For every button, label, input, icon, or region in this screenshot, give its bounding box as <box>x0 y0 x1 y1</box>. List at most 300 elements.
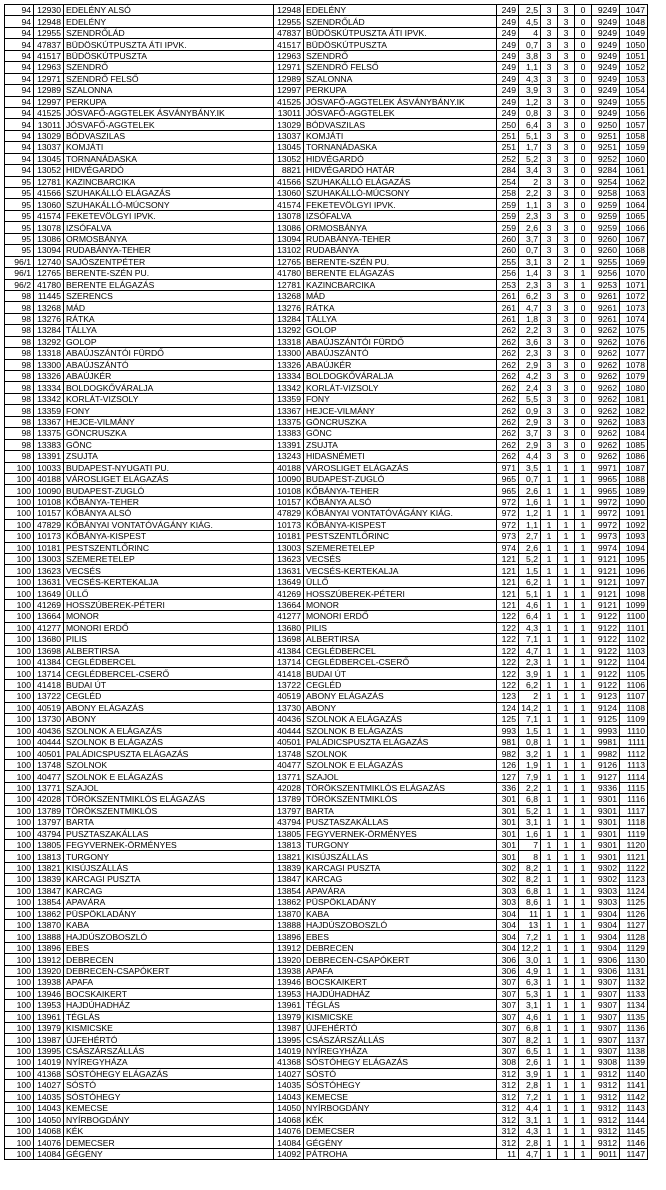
cell-c3: 1 <box>575 771 592 782</box>
cell-route: 312 <box>497 1137 519 1148</box>
cell-from-code: 13052 <box>34 165 64 176</box>
cell-line: 100 <box>5 599 34 610</box>
table-row <box>5 50 648 61</box>
table-row <box>5 965 648 976</box>
cell-c1: 1 <box>541 805 558 816</box>
table-row <box>5 1080 648 1091</box>
cell-line: 100 <box>5 737 34 748</box>
cell-c3: 0 <box>575 428 592 439</box>
cell-route: 262 <box>497 371 519 382</box>
cell-code: 9974 <box>592 542 620 553</box>
cell-to-code: 12765 <box>274 256 304 267</box>
cell-from-code: 40436 <box>34 725 64 736</box>
cell-code: 9301 <box>592 851 620 862</box>
table-row <box>5 1114 648 1125</box>
cell-from-name: DEBRECEN <box>64 954 274 965</box>
cell-c3: 0 <box>575 176 592 187</box>
cell-c1: 1 <box>541 988 558 999</box>
cell-line: 94 <box>5 165 34 176</box>
cell-c1: 1 <box>541 1000 558 1011</box>
cell-code: 9255 <box>592 256 620 267</box>
cell-c1: 1 <box>541 588 558 599</box>
cell-c3: 0 <box>575 130 592 141</box>
cell-route: 304 <box>497 931 519 942</box>
cell-to-name: HIDASNÉMETI <box>304 451 497 462</box>
cell-c2: 3 <box>558 50 575 61</box>
cell-c3: 1 <box>575 622 592 633</box>
cell-line: 98 <box>5 451 34 462</box>
cell-to-name: NYÍREGYHÁZA <box>304 1045 497 1056</box>
cell-to-name: KARCAGI PUSZTA <box>304 862 497 873</box>
cell-to-code: 13334 <box>274 371 304 382</box>
cell-seq: 1120 <box>620 839 648 850</box>
table-row <box>5 96 648 107</box>
cell-to-code: 13243 <box>274 451 304 462</box>
cell-to-code: 13623 <box>274 554 304 565</box>
cell-c1: 1 <box>541 576 558 587</box>
cell-to-name: BUDAI ÚT <box>304 668 497 679</box>
cell-from-name: KEMECSE <box>64 1103 274 1114</box>
table-row <box>5 771 648 782</box>
cell-from-name: ABAÚJSZÁNTÓ <box>64 359 274 370</box>
cell-route: 307 <box>497 1034 519 1045</box>
cell-c1: 3 <box>541 222 558 233</box>
cell-seq: 1131 <box>620 965 648 976</box>
table-row <box>5 851 648 862</box>
cell-from-name: ABAÚJSZÁNTÓI FÜRDŐ <box>64 348 274 359</box>
cell-code: 9249 <box>592 39 620 50</box>
cell-c1: 3 <box>541 371 558 382</box>
cell-c3: 1 <box>575 1045 592 1056</box>
cell-to-code: 13946 <box>274 977 304 988</box>
cell-from-name: SZENDRŐ FELSŐ <box>64 73 274 84</box>
cell-from-name: SÓSTÓHEGY ELÁGAZÁS <box>64 1068 274 1079</box>
cell-km: 8,2 <box>519 1034 541 1045</box>
cell-seq: 1084 <box>620 428 648 439</box>
cell-from-name: TÉGLÁS <box>64 1011 274 1022</box>
cell-to-name: DEBRECEN-CSAPÓKERT <box>304 954 497 965</box>
cell-code: 9301 <box>592 828 620 839</box>
cell-from-code: 41517 <box>34 50 64 61</box>
cell-from-name: SZENDRŐLÁD <box>64 27 274 38</box>
table-row <box>5 85 648 96</box>
cell-line: 100 <box>5 542 34 553</box>
table-row <box>5 782 648 793</box>
cell-from-code: 13318 <box>34 348 64 359</box>
cell-from-name: HEJCE-VILMÁNY <box>64 416 274 427</box>
cell-line: 100 <box>5 920 34 931</box>
cell-to-name: APAFA <box>304 965 497 976</box>
cell-route: 249 <box>497 107 519 118</box>
cell-to-code: 14068 <box>274 1114 304 1125</box>
cell-c2: 1 <box>558 531 575 542</box>
cell-from-name: ABONY <box>64 714 274 725</box>
cell-from-name: HAJDÚSZOBOSZLÓ <box>64 931 274 942</box>
cell-c2: 1 <box>558 702 575 713</box>
table-row <box>5 496 648 507</box>
cell-to-code: 13748 <box>274 748 304 759</box>
cell-route: 122 <box>497 668 519 679</box>
cell-to-name: KABA <box>304 908 497 919</box>
table-row <box>5 233 648 244</box>
table-row <box>5 188 648 199</box>
cell-c2: 1 <box>558 1148 575 1159</box>
cell-c3: 1 <box>575 977 592 988</box>
cell-code: 9249 <box>592 16 620 27</box>
cell-c2: 1 <box>558 599 575 610</box>
cell-c3: 0 <box>575 210 592 221</box>
cell-km: 0,7 <box>519 473 541 484</box>
cell-code: 9262 <box>592 393 620 404</box>
cell-to-code: 13920 <box>274 954 304 965</box>
table-row <box>5 428 648 439</box>
cell-from-code: 13011 <box>34 119 64 130</box>
cell-to-code: 13276 <box>274 302 304 313</box>
cell-c1: 3 <box>541 382 558 393</box>
cell-c1: 1 <box>541 794 558 805</box>
cell-route: 11 <box>497 1148 519 1159</box>
cell-c2: 3 <box>558 245 575 256</box>
cell-c2: 3 <box>558 313 575 324</box>
cell-km: 2,2 <box>519 325 541 336</box>
cell-route: 304 <box>497 908 519 919</box>
cell-c3: 1 <box>575 1034 592 1045</box>
cell-to-code: 13292 <box>274 325 304 336</box>
cell-route: 249 <box>497 62 519 73</box>
cell-line: 96/2 <box>5 279 34 290</box>
cell-to-code: 13789 <box>274 794 304 805</box>
cell-from-code: 13839 <box>34 874 64 885</box>
cell-km: 8,2 <box>519 874 541 885</box>
cell-code: 9262 <box>592 451 620 462</box>
cell-to-code: 14035 <box>274 1080 304 1091</box>
table-row <box>5 622 648 633</box>
cell-c3: 0 <box>575 439 592 450</box>
cell-line: 100 <box>5 794 34 805</box>
cell-c3: 1 <box>575 1068 592 1079</box>
cell-to-name: GÖNCRUSZKA <box>304 416 497 427</box>
cell-code: 9251 <box>592 130 620 141</box>
cell-to-code: 13714 <box>274 656 304 667</box>
cell-route: 307 <box>497 988 519 999</box>
cell-c2: 3 <box>558 348 575 359</box>
cell-from-code: 13748 <box>34 759 64 770</box>
cell-c3: 1 <box>575 279 592 290</box>
cell-code: 9262 <box>592 371 620 382</box>
cell-to-code: 10173 <box>274 519 304 530</box>
cell-line: 100 <box>5 931 34 942</box>
cell-to-name: PALÁDICSPUSZTA ELÁGAZÁS <box>304 737 497 748</box>
cell-seq: 1141 <box>620 1080 648 1091</box>
cell-code: 9993 <box>592 725 620 736</box>
cell-c2: 3 <box>558 439 575 450</box>
cell-line: 100 <box>5 485 34 496</box>
cell-line: 94 <box>5 73 34 84</box>
cell-to-code: 13029 <box>274 119 304 130</box>
cell-c1: 3 <box>541 130 558 141</box>
cell-route: 971 <box>497 462 519 473</box>
table-row <box>5 588 648 599</box>
cell-seq: 1105 <box>620 668 648 679</box>
cell-code: 9122 <box>592 656 620 667</box>
cell-from-code: 13862 <box>34 908 64 919</box>
cell-line: 95 <box>5 222 34 233</box>
table-row <box>5 485 648 496</box>
cell-to-name: GÖNC <box>304 428 497 439</box>
table-row <box>5 107 648 118</box>
cell-c2: 1 <box>558 496 575 507</box>
cell-route: 261 <box>497 313 519 324</box>
cell-seq: 1071 <box>620 279 648 290</box>
cell-c3: 1 <box>575 908 592 919</box>
cell-from-name: GOLOP <box>64 336 274 347</box>
cell-km: 5,2 <box>519 153 541 164</box>
cell-from-code: 10090 <box>34 485 64 496</box>
cell-km: 1,1 <box>519 62 541 73</box>
cell-from-code: 13284 <box>34 325 64 336</box>
cell-seq: 1051 <box>620 50 648 61</box>
cell-line: 100 <box>5 885 34 896</box>
cell-c3: 1 <box>575 759 592 770</box>
cell-seq: 1094 <box>620 542 648 553</box>
cell-seq: 1087 <box>620 462 648 473</box>
cell-seq: 1113 <box>620 759 648 770</box>
cell-c1: 3 <box>541 256 558 267</box>
cell-from-code: 12740 <box>34 256 64 267</box>
cell-km: 1,5 <box>519 725 541 736</box>
cell-to-code: 13722 <box>274 679 304 690</box>
cell-from-code: 14043 <box>34 1103 64 1114</box>
cell-to-code: 41368 <box>274 1057 304 1068</box>
cell-c2: 1 <box>558 725 575 736</box>
table-row <box>5 462 648 473</box>
cell-km: 2,6 <box>519 1057 541 1068</box>
table-row <box>5 245 648 256</box>
cell-to-code: 41517 <box>274 39 304 50</box>
table-row <box>5 359 648 370</box>
cell-seq: 1139 <box>620 1057 648 1068</box>
cell-from-code: 13334 <box>34 382 64 393</box>
cell-from-code: 13359 <box>34 405 64 416</box>
cell-to-name: NYÍRBOGDÁNY <box>304 1103 497 1114</box>
cell-seq: 1130 <box>620 954 648 965</box>
cell-line: 98 <box>5 302 34 313</box>
cell-km: 5,2 <box>519 554 541 565</box>
cell-km: 1,9 <box>519 759 541 770</box>
cell-route: 125 <box>497 714 519 725</box>
cell-c3: 1 <box>575 725 592 736</box>
cell-line: 100 <box>5 1011 34 1022</box>
cell-to-name: RÁTKA <box>304 302 497 313</box>
cell-c1: 1 <box>541 679 558 690</box>
cell-c2: 3 <box>558 176 575 187</box>
cell-km: 2,5 <box>519 5 541 16</box>
cell-to-code: 13342 <box>274 382 304 393</box>
cell-to-name: SZUHAKÁLLÓ ELÁGAZÁS <box>304 176 497 187</box>
cell-from-code: 14019 <box>34 1057 64 1068</box>
table-row <box>5 599 648 610</box>
cell-c2: 3 <box>558 233 575 244</box>
table-row <box>5 1137 648 1148</box>
cell-km: 4,3 <box>519 1125 541 1136</box>
cell-km: 2,8 <box>519 1137 541 1148</box>
cell-c3: 0 <box>575 245 592 256</box>
cell-c1: 1 <box>541 611 558 622</box>
cell-seq: 1098 <box>620 588 648 599</box>
cell-route: 251 <box>497 142 519 153</box>
cell-from-code: 12989 <box>34 85 64 96</box>
cell-from-name: GÖNC <box>64 439 274 450</box>
table-row <box>5 897 648 908</box>
cell-seq: 1107 <box>620 691 648 702</box>
cell-route: 258 <box>497 188 519 199</box>
cell-c3: 0 <box>575 39 592 50</box>
cell-route: 251 <box>497 130 519 141</box>
cell-route: 124 <box>497 702 519 713</box>
cell-from-code: 13664 <box>34 611 64 622</box>
cell-c1: 3 <box>541 210 558 221</box>
cell-from-name: SZOLNOK <box>64 759 274 770</box>
cell-c2: 1 <box>558 828 575 839</box>
cell-to-code: 13854 <box>274 885 304 896</box>
cell-from-code: 14027 <box>34 1080 64 1091</box>
cell-from-code: 13854 <box>34 897 64 908</box>
cell-c3: 1 <box>575 942 592 953</box>
cell-seq: 1060 <box>620 153 648 164</box>
cell-c1: 3 <box>541 85 558 96</box>
cell-line: 100 <box>5 611 34 622</box>
cell-code: 9971 <box>592 462 620 473</box>
cell-c1: 3 <box>541 119 558 130</box>
table-row <box>5 576 648 587</box>
cell-seq: 1097 <box>620 576 648 587</box>
cell-c1: 3 <box>541 439 558 450</box>
cell-c2: 1 <box>558 1125 575 1136</box>
cell-to-code: 13938 <box>274 965 304 976</box>
cell-to-name: JÓSVAFŐ-AGGTELEK ÁSVÁNYBÁNY.IK <box>304 96 497 107</box>
cell-to-name: TÖRÖKSZENTMIKLÓS <box>304 794 497 805</box>
table-row <box>5 508 648 519</box>
table-row <box>5 920 648 931</box>
cell-line: 98 <box>5 348 34 359</box>
cell-to-name: RUDABÁNYA-TEHER <box>304 233 497 244</box>
cell-route: 973 <box>497 531 519 542</box>
cell-seq: 1074 <box>620 313 648 324</box>
cell-line: 98 <box>5 416 34 427</box>
cell-seq: 1124 <box>620 885 648 896</box>
cell-c3: 1 <box>575 1103 592 1114</box>
cell-route: 308 <box>497 1057 519 1068</box>
cell-c3: 0 <box>575 302 592 313</box>
cell-from-code: 40477 <box>34 771 64 782</box>
cell-c1: 1 <box>541 1045 558 1056</box>
cell-to-code: 41384 <box>274 645 304 656</box>
cell-from-code: 13698 <box>34 645 64 656</box>
cell-km: 5,5 <box>519 393 541 404</box>
cell-c1: 1 <box>541 622 558 633</box>
cell-line: 94 <box>5 62 34 73</box>
cell-c1: 1 <box>541 508 558 519</box>
cell-c1: 3 <box>541 199 558 210</box>
cell-code: 9254 <box>592 176 620 187</box>
cell-to-name: TURGONY <box>304 839 497 850</box>
cell-line: 100 <box>5 897 34 908</box>
cell-to-code: 13060 <box>274 188 304 199</box>
cell-code: 9301 <box>592 805 620 816</box>
cell-km: 3,0 <box>519 954 541 965</box>
table-row <box>5 222 648 233</box>
cell-code: 9312 <box>592 1068 620 1079</box>
table-row <box>5 828 648 839</box>
table-row <box>5 759 648 770</box>
cell-to-code: 41780 <box>274 268 304 279</box>
cell-to-name: HIDVÉGARDÓ HATÁR <box>304 165 497 176</box>
cell-to-name: EBES <box>304 931 497 942</box>
cell-c2: 3 <box>558 393 575 404</box>
cell-c3: 1 <box>575 268 592 279</box>
cell-km: 0,7 <box>519 39 541 50</box>
cell-code: 9127 <box>592 771 620 782</box>
cell-c2: 3 <box>558 153 575 164</box>
cell-km: 2,3 <box>519 210 541 221</box>
cell-to-code: 13912 <box>274 942 304 953</box>
cell-km: 0,9 <box>519 405 541 416</box>
cell-c3: 1 <box>575 668 592 679</box>
cell-from-code: 13086 <box>34 233 64 244</box>
cell-to-code: 43794 <box>274 817 304 828</box>
cell-seq: 1147 <box>620 1148 648 1159</box>
cell-c2: 1 <box>558 805 575 816</box>
cell-line: 95 <box>5 176 34 187</box>
cell-km: 6,8 <box>519 1022 541 1033</box>
table-row <box>5 39 648 50</box>
cell-to-name: SZOLNOK B ELÁGAZÁS <box>304 725 497 736</box>
cell-to-name: FONY <box>304 393 497 404</box>
cell-to-name: PILIS <box>304 622 497 633</box>
cell-line: 100 <box>5 496 34 507</box>
cell-to-name: MONORI ERDŐ <box>304 611 497 622</box>
cell-line: 100 <box>5 565 34 576</box>
cell-km: 2,9 <box>519 359 541 370</box>
cell-to-code: 13979 <box>274 1011 304 1022</box>
cell-c2: 1 <box>558 1137 575 1148</box>
cell-to-name: BÜDÖSKÚTPUSZTA <box>304 39 497 50</box>
cell-from-code: 13771 <box>34 782 64 793</box>
cell-line: 95 <box>5 210 34 221</box>
cell-c1: 1 <box>541 1011 558 1022</box>
cell-seq: 1095 <box>620 554 648 565</box>
cell-c3: 1 <box>575 874 592 885</box>
cell-to-name: CEGLÉD <box>304 679 497 690</box>
cell-route: 306 <box>497 965 519 976</box>
cell-c2: 1 <box>558 817 575 828</box>
cell-km: 4 <box>519 27 541 38</box>
cell-code: 9262 <box>592 359 620 370</box>
cell-from-name: ALBERTIRSA <box>64 645 274 656</box>
table-row <box>5 62 648 73</box>
cell-seq: 1114 <box>620 771 648 782</box>
cell-line: 100 <box>5 988 34 999</box>
cell-to-code: 41574 <box>274 199 304 210</box>
cell-to-name: TÁLLYA <box>304 313 497 324</box>
cell-c2: 1 <box>558 656 575 667</box>
cell-seq: 1144 <box>620 1114 648 1125</box>
cell-from-code: 13714 <box>34 668 64 679</box>
cell-line: 98 <box>5 439 34 450</box>
cell-code: 9284 <box>592 165 620 176</box>
cell-to-name: KŐBÁNYA ALSÓ <box>304 496 497 507</box>
cell-to-code: 40188 <box>274 462 304 473</box>
